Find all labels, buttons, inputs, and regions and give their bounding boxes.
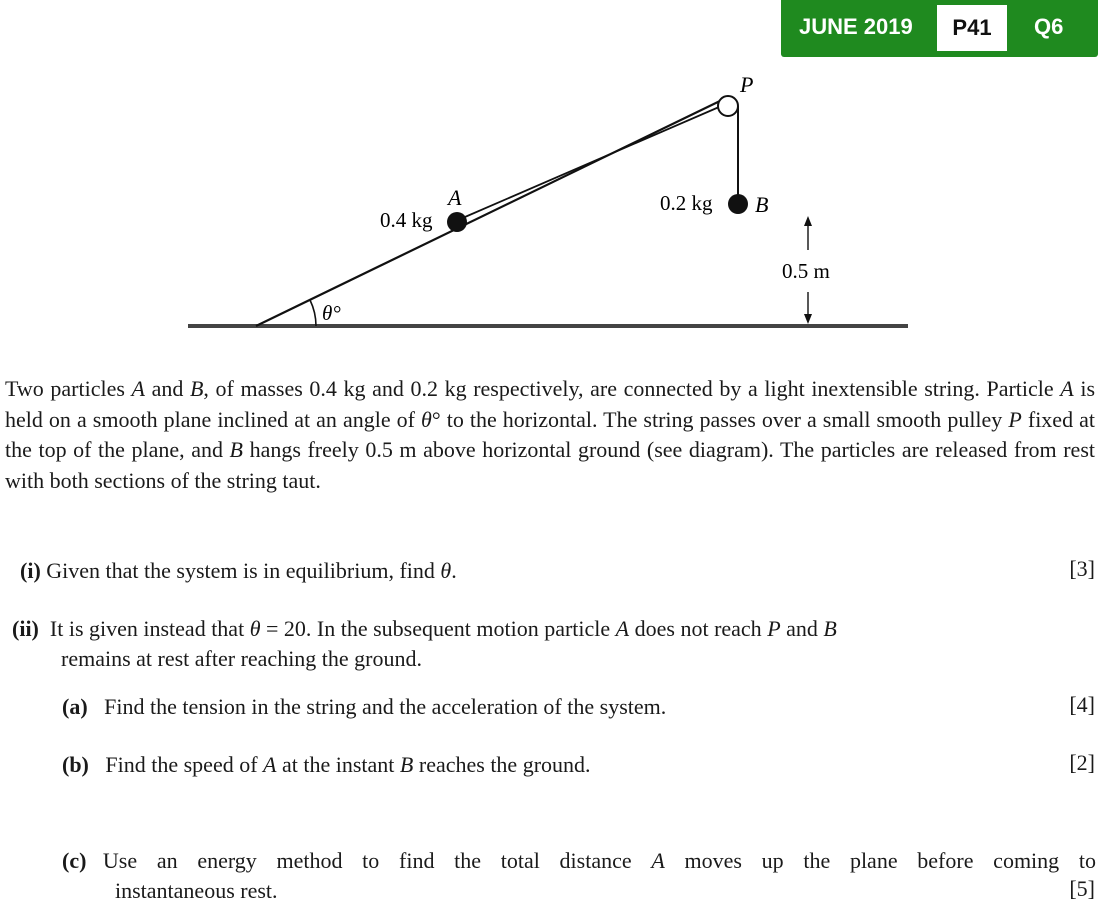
stem-text: ° to the horizontal. The string passes over a small smooth pulley (431, 406, 1009, 432)
particle-a-label: A (448, 185, 462, 210)
part-b-mark: [2] (1069, 750, 1095, 775)
part-ii-text: does not reach (629, 616, 768, 641)
arrowhead-up (804, 216, 812, 226)
part-i-mark: [3] (1069, 556, 1095, 581)
part-b-b: B (399, 752, 414, 777)
part-ii-b: B (823, 616, 837, 641)
pulley (718, 96, 738, 116)
stem-text: is held on a smooth plane inclined at an angle of (5, 376, 1095, 432)
part-b-a: A (263, 752, 277, 777)
part-c-text: instantaneous rest. (115, 878, 278, 903)
stem-a: A (131, 376, 145, 401)
part-c-text: moves up the plane before coming to (664, 848, 1096, 873)
part-b-text: reaches the ground. (413, 752, 591, 777)
part-c-label: (c) (62, 848, 87, 873)
exam-session: JUNE 2019 (799, 14, 913, 39)
part-b-text: Find the speed of (105, 752, 264, 777)
part-ii-text: = 20. In the subsequent motion particle (260, 616, 616, 641)
part-ii-text: remains at rest after reaching the ground. (61, 646, 423, 671)
angle-label: θ° (322, 301, 341, 325)
part-c (62, 846, 1096, 906)
part-i-end: . (451, 558, 457, 583)
inclined-plane-diagram (0, 0, 1100, 345)
part-i-theta: θ (440, 558, 452, 583)
part-i-text: Given that the system is in equilibrium, find (46, 558, 441, 583)
part-b-text: at the instant (276, 752, 400, 777)
part-ii (12, 614, 1096, 674)
part-ii-p: P (767, 616, 781, 641)
particle-a (447, 212, 467, 232)
stem-b: B (189, 376, 204, 401)
paper-number: P41 (937, 5, 1007, 51)
question-stem (5, 374, 1095, 496)
stem-text: , of masses 0.4 kg and 0.2 kg respectively, are connected by a light inextensible string. Particle (203, 376, 1061, 401)
stem-p: P (1008, 406, 1022, 432)
part-a-label: (a) (62, 694, 88, 719)
part-c-mark: [5] (1069, 876, 1095, 901)
part-i (20, 556, 457, 586)
angle-arc (310, 300, 316, 326)
part-b-label: (b) (62, 752, 89, 777)
pulley-label: P (740, 72, 754, 97)
inclined-plane (256, 100, 722, 326)
part-a-text: Find the tension in the string and the acceleration of the system. (104, 694, 667, 719)
stem-text: hangs freely 0.5 m above horizontal ground (see diagram). The particles are released from rest with both sections of the string taut. (5, 437, 1095, 493)
height-label: 0.5 m (782, 259, 830, 283)
arrowhead-down (804, 314, 812, 324)
mass-b-label: 0.2 kg (660, 191, 713, 215)
part-c-text: Use an energy method to find the total distance (102, 848, 652, 873)
part-ii-label: (ii) (12, 616, 39, 641)
part-b (62, 750, 591, 780)
stem-theta: θ (421, 406, 432, 432)
part-i-label: (i) (20, 558, 41, 583)
stem-a: A (1060, 376, 1074, 401)
question-number: Q6 (1034, 14, 1064, 39)
part-ii-text: It is given instead that (49, 616, 250, 641)
mass-a-label: 0.4 kg (380, 208, 433, 232)
stem-text: Two particles (5, 376, 132, 401)
part-ii-theta: θ (249, 616, 261, 641)
part-a (62, 692, 666, 722)
particle-b-label: B (755, 192, 769, 217)
part-a-mark: [4] (1069, 692, 1095, 717)
part-ii-a: A (615, 616, 630, 641)
part-c-a: A (651, 848, 665, 873)
part-ii-text: and (780, 616, 824, 641)
stem-text: fixed at the top of the plane, and (5, 406, 1095, 462)
stem-text: and (144, 376, 190, 401)
particle-b (728, 194, 748, 214)
stem-b: B (229, 437, 243, 462)
